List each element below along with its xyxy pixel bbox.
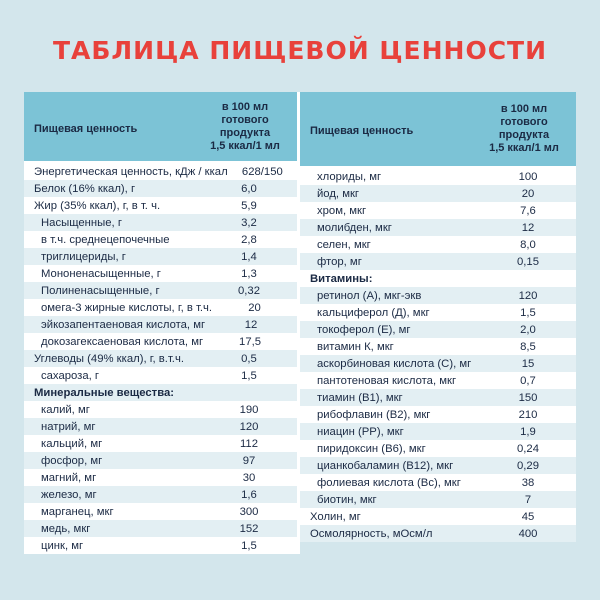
header-value-label (193, 101, 297, 153)
nutrient-value: 2,8 (241, 233, 257, 246)
nutrient-name: фолиевая кислота (Вс), мкг (317, 476, 461, 489)
table-row (300, 525, 576, 542)
table-header-right (300, 92, 576, 168)
table-row (24, 418, 297, 435)
nutrient-value: 8,5 (520, 340, 536, 353)
nutrient-name: натрий, мг (41, 420, 96, 433)
nutrient-value: 120 (518, 289, 538, 302)
nutrient-name: пантотеновая кислота, мкг (317, 374, 457, 387)
table-header-left (24, 92, 297, 163)
table-row (24, 299, 297, 316)
nutrient-name: Углеводы (49% ккал), г, в.т.ч. (34, 352, 184, 365)
nutrient-value: 17,5 (239, 335, 262, 348)
table-row (24, 333, 297, 350)
header-name-label: Пищевая ценность (34, 122, 138, 135)
nutrient-name: рибофлавин (В2), мкг (317, 408, 431, 421)
nutrient-name: аскорбиновая кислота (С), мг (317, 357, 472, 370)
nutrient-name: триглицериды, г (41, 250, 126, 263)
nutrient-value: 15 (521, 357, 535, 370)
table-row (300, 304, 576, 321)
table-row (24, 180, 297, 197)
table-row (24, 231, 297, 248)
nutrient-name: в т.ч. среднецепочечные (41, 233, 170, 246)
nutrient-name: Холин, мг (310, 510, 361, 523)
nutrient-value: 300 (239, 505, 259, 518)
table-row (300, 355, 576, 372)
table-row (300, 474, 576, 491)
table-rows-right (300, 168, 576, 554)
nutrient-value: 0,29 (517, 459, 539, 472)
nutrient-name: эйкозапентаеновая кислота, мг (41, 318, 206, 331)
header-name-label: Пищевая ценность (310, 125, 414, 137)
nutrient-value: 150 (518, 391, 538, 404)
nutrient-value: 190 (239, 403, 259, 416)
nutrient-name: омега-3 жирные кислоты, г, в т.ч. (41, 301, 213, 314)
table-row (300, 219, 576, 236)
nutrient-name: кальций, мг (41, 437, 103, 450)
table-row (300, 321, 576, 338)
nutrient-name: Минеральные вещества: (34, 386, 175, 399)
table-row (24, 248, 297, 265)
table-row (24, 214, 297, 231)
nutrient-value: 0,24 (517, 442, 539, 455)
table-row (24, 197, 297, 214)
table-row (24, 265, 297, 282)
nutrient-value: 1,4 (241, 250, 257, 263)
nutrient-name: железо, мг (41, 488, 97, 501)
table-row (300, 202, 576, 219)
nutrient-name: сахароза, г (41, 369, 100, 382)
nutrient-value: 1,6 (241, 488, 257, 501)
nutrient-value: 12 (244, 318, 258, 331)
nutrient-name: магний, мг (41, 471, 97, 484)
table-left-column (24, 92, 300, 554)
header-value-line: 1,5 ккал/1 мл (210, 139, 280, 152)
nutrient-name: марганец, мкг (41, 505, 114, 518)
nutrient-value: 1,3 (241, 267, 257, 280)
header-value-line: готового (500, 116, 548, 128)
nutrient-value: 3,2 (241, 216, 257, 229)
table-row (24, 367, 297, 384)
nutrient-value: 628/150 (241, 165, 283, 178)
nutrient-value: 7 (524, 493, 532, 506)
nutrient-value: 8,0 (520, 238, 536, 251)
nutrient-name: калий, мг (41, 403, 90, 416)
nutrient-name: хлориды, мг (317, 170, 382, 183)
nutrient-name: фтор, мг (317, 255, 362, 268)
nutrient-value: 1,5 (520, 306, 536, 319)
nutrient-name: Насыщенные, г (41, 216, 122, 229)
nutrient-value: 1,5 (241, 539, 257, 552)
nutrient-value: 20 (248, 301, 261, 314)
nutrient-value: 0,5 (241, 352, 257, 365)
table-row (24, 401, 297, 418)
nutrient-name: витамин К, мкг (317, 340, 394, 353)
nutrient-value: 1,5 (241, 369, 257, 382)
nutrient-value: 100 (518, 170, 538, 183)
nutrient-value: 112 (239, 437, 258, 450)
table-row (300, 508, 576, 525)
nutrient-name: Осмолярность, мОсм/л (310, 527, 433, 540)
table-right-column (300, 92, 576, 554)
table-row (24, 452, 297, 469)
nutrient-name: фосфор, мг (41, 454, 103, 467)
table-rows-left (24, 163, 297, 554)
nutrient-name: цианкобаламин (В12), мкг (317, 459, 454, 472)
table-row (24, 469, 297, 486)
nutrient-value: 38 (521, 476, 535, 489)
nutrient-value: 400 (518, 527, 538, 540)
table-row (300, 440, 576, 457)
table-row (24, 486, 297, 503)
table-row (300, 338, 576, 355)
page-title: ТАБЛИЦА ПИЩЕВОЙ ЦЕННОСТИ (52, 36, 548, 65)
nutrient-name: хром, мкг (317, 204, 367, 217)
section-header-row (24, 384, 297, 401)
section-header-row (300, 270, 576, 287)
table-row (300, 168, 576, 185)
nutrient-value: 120 (239, 420, 259, 433)
nutrient-value: 1,9 (520, 425, 536, 438)
header-value-label (472, 103, 576, 155)
nutrient-name: докозагексаеновая кислота, мг (41, 335, 204, 348)
nutrient-value: 97 (242, 454, 256, 467)
nutrient-value: 0,32 (238, 284, 260, 297)
nutrient-name: селен, мкг (317, 238, 371, 251)
nutrient-name: Витамины: (310, 272, 373, 285)
nutrient-value: 0,15 (517, 255, 539, 268)
header-value-line: продукта (219, 126, 271, 139)
table-row (24, 435, 297, 452)
nutrient-value: 6,0 (241, 182, 257, 195)
nutrient-name: молибден, мкг (317, 221, 392, 234)
nutrient-name: токоферол (Е), мг (317, 323, 411, 336)
nutrient-name: пиридоксин (В6), мкг (317, 442, 426, 455)
nutrient-name: биотин, мкг (317, 493, 377, 506)
table-row (24, 503, 297, 520)
table-row (300, 423, 576, 440)
nutrient-name: кальциферол (Д), мкг (317, 306, 430, 319)
nutrient-name: Энергетическая ценность, кДж / ккал (34, 165, 228, 178)
nutrient-name: Полиненасыщенные, г (41, 284, 160, 297)
table-row (300, 406, 576, 423)
nutrient-value: 45 (521, 510, 535, 523)
table-row (300, 491, 576, 508)
nutrient-value: 0,7 (520, 374, 536, 387)
nutrition-table (24, 92, 576, 554)
table-row (300, 185, 576, 202)
nutrient-name: тиамин (В1), мкг (317, 391, 403, 404)
nutrient-name: цинк, мг (41, 539, 84, 552)
nutrient-name: Жир (35% ккал), г, в т. ч. (34, 199, 161, 212)
table-row (300, 253, 576, 270)
table-row (300, 236, 576, 253)
table-row (24, 537, 297, 554)
table-row (24, 316, 297, 333)
table-row (300, 287, 576, 304)
nutrient-value: 30 (242, 471, 256, 484)
nutrient-name: Белок (16% ккал), г (34, 182, 136, 195)
nutrient-value: 210 (518, 408, 538, 421)
header-value-line: 1,5 ккал/1 мл (489, 142, 559, 154)
header-value-line: в 100 мл (221, 100, 269, 113)
table-row (24, 163, 297, 180)
nutrient-value: 152 (239, 522, 259, 535)
table-row (300, 457, 576, 474)
nutrient-name: ретинол (А), мкг-экв (317, 289, 422, 302)
nutrient-value: 7,6 (520, 204, 536, 217)
table-row (300, 389, 576, 406)
nutrient-value: 2,0 (520, 323, 536, 336)
nutrient-name: йод, мкг (317, 187, 360, 200)
header-value-line: готового (221, 113, 269, 126)
header-value-line: продукта (498, 129, 550, 141)
nutrient-value: 12 (521, 221, 535, 234)
header-value-line: в 100 мл (500, 103, 548, 115)
nutrient-value: 20 (521, 187, 535, 200)
nutrient-value: 5,9 (241, 199, 257, 212)
table-row (24, 282, 297, 299)
nutrient-name: ниацин (РР), мкг (317, 425, 404, 438)
nutrient-name: Мононенасыщенные, г (41, 267, 161, 280)
table-row (300, 372, 576, 389)
nutrient-name: медь, мкг (41, 522, 91, 535)
table-row (24, 350, 297, 367)
table-row (24, 520, 297, 537)
